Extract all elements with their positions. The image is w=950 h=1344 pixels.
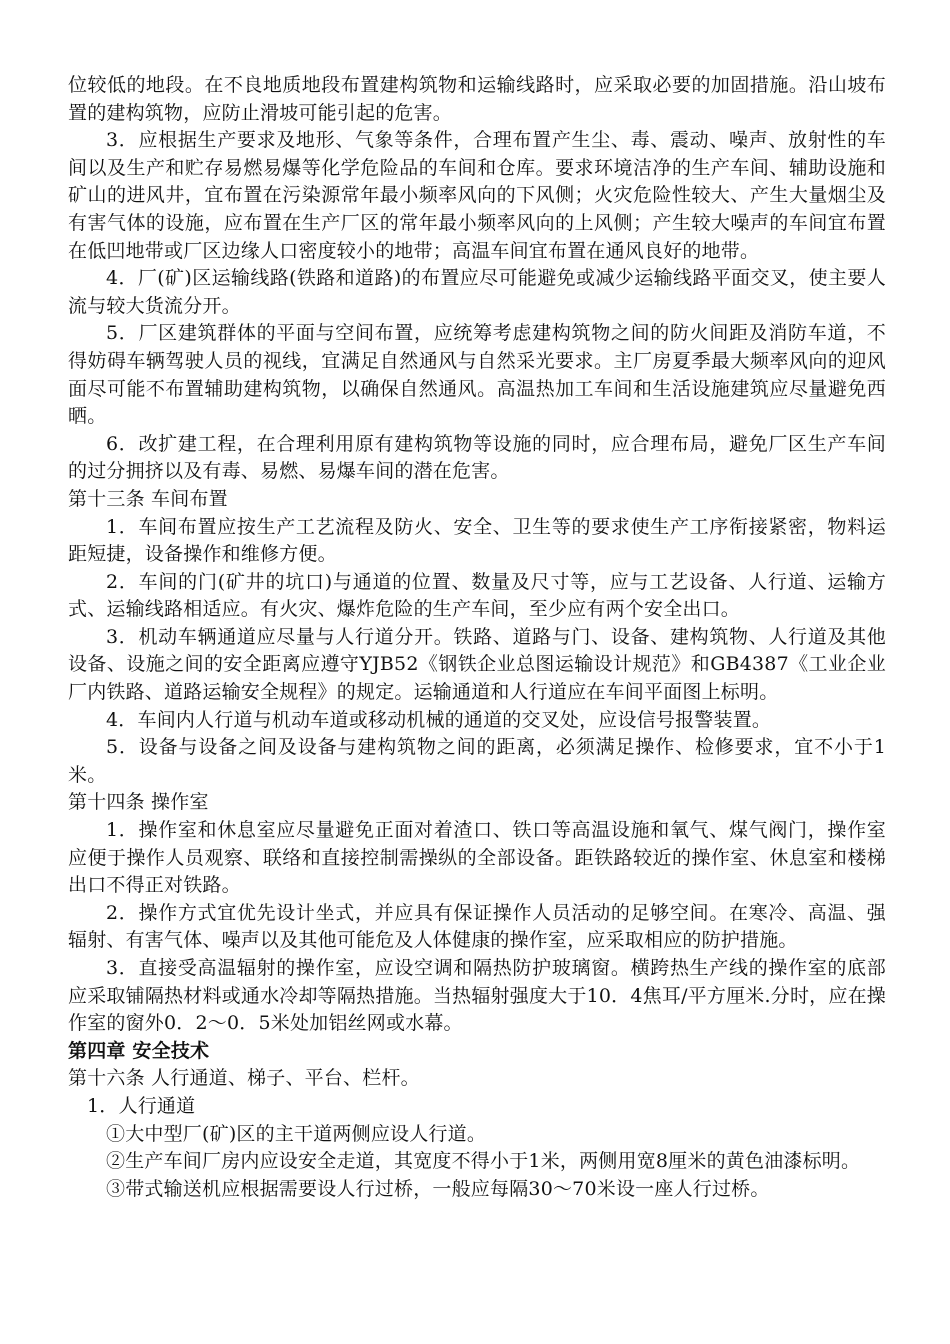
- paragraph-workshop-item-4: 4．车间内人行道与机动车道或移动机械的通道的交叉处，应设信号报警装置。: [106, 708, 772, 731]
- article-14-heading: 第十四条 操作室: [68, 791, 209, 814]
- paragraph-workshop-item-1: 1．车间布置应按生产工艺流程及防火、安全、卫生等的要求使生产工序衔接紧密，物料运距短捷，设备操作和维修方便。: [68, 515, 886, 566]
- paragraph-site-geology: 位较低的地段。在不良地质地段布置建构筑物和运输线路时，应采取必要的加固措施。沿山坡布置的建构筑物，应防止滑坡可能引起的危害。: [68, 74, 886, 124]
- paragraph-workshop-item-3: 3．机动车辆通道应尽量与人行道分开。铁路、道路与门、设备、建构筑物、人行道及其他设备、设施之间的安全距离应遵守YJB52《钢铁企业总图运输设计规范》和GB4387《工业企业厂内铁路、道路运输安全规程》的规定。运输通道和人行道应在车间平面图上标明。: [68, 625, 886, 704]
- paragraph-item-4-transport-lines: 4．厂(矿)区运输线路(铁路和道路)的布置应尽可能避免或减少运输线路平面交叉，使主要人流与较大货流分开。: [68, 267, 886, 317]
- paragraph-control-room-item-1: 1．操作室和休息室应尽量避免正面对着渣口、铁口等高温设施和氧气、煤气阀门，操作室应便于操作人员观察、联络和直接控制需操纵的全部设备。距铁路较近的操作室、休息室和楼梯出口不得正对铁路。: [68, 819, 886, 897]
- paragraph-walkway-item-2: ②生产车间厂房内应设安全走道，其宽度不得小于1米，两侧用宽8厘米的黄色油漆标明。: [106, 1150, 861, 1173]
- paragraph-control-room-item-2: 2．操作方式宜优先设计坐式，并应具有保证操作人员活动的足够空间。在寒冷、高温、强辐射、有害气体、噪声以及其他可能危及人体健康的操作室，应采取相应的防护措施。: [68, 901, 886, 952]
- chapter-4-heading: 第四章 安全技术: [68, 1039, 210, 1062]
- paragraph-item-3-pollution-layout: 3．应根据生产要求及地形、气象等条件，合理布置产生尘、毒、震动、噪声、放射性的车间以及生产和贮存易燃易爆等化学危险品的车间和仓库。要求环境洁净的生产车间、辅助设施和矿山的进风井，宜布置在污染源常年最小频率风向的下风侧；火灾危险性较大、产生大量烟尘及有害气体的设施，应布置在生产厂区的常年最小频率风向的上风侧；产生较大噪声的车间宜布置在低凹地带或厂区边缘人口密度较小的地带；高温车间宜布置在通风良好的地带。: [68, 129, 886, 262]
- paragraph-control-room-item-3: 3．直接受高温辐射的操作室，应设空调和隔热防护玻璃窗。横跨热生产线的操作室的底部应采取铺隔热材料或通水冷却等隔热措施。当热辐射强度大于10．4焦耳/平方厘米.分时，应在操作室的窗外0．2～0．5米处加铝丝网或水幕。: [68, 957, 886, 1035]
- article-16-heading: 第十六条 人行通道、梯子、平台、栏杆。: [68, 1067, 420, 1090]
- paragraph-walkway-subheading: 1．人行通道: [87, 1094, 196, 1117]
- paragraph-item-6-renovation: 6．改扩建工程，在合理利用原有建构筑物等设施的同时，应合理布局，避免厂区生产车间的过分拥挤以及有毒、易燃、易爆车间的潜在危害。: [68, 432, 886, 483]
- paragraph-item-5-building-layout: 5．厂区建筑群体的平面与空间布置，应统筹考虑建构筑物之间的防火间距及消防车道，不得妨碍车辆驾驶人员的视线，宜满足自然通风与自然采光要求。主厂房夏季最大频率风向的迎风面尽可能不布置辅助建构筑物，以确保自然通风。高温热加工车间和生活设施建筑应尽量避免西晒。: [68, 322, 886, 428]
- paragraph-workshop-item-2: 2．车间的门(矿井的坑口)与通道的位置、数量及尺寸等，应与工艺设备、人行道、运输方式、运输线路相适应。有火灾、爆炸危险的生产车间，至少应有两个安全出口。: [68, 570, 886, 621]
- article-13-heading: 第十三条 车间布置: [68, 487, 228, 510]
- paragraph-walkway-item-3: ③带式输送机应根据需要设人行过桥，一般应每隔30～70米设一座人行过桥。: [106, 1177, 770, 1200]
- document-page: [68, 72, 886, 1203]
- paragraph-workshop-item-5: 5．设备与设备之间及设备与建构筑物之间的距离，必须满足操作、检修要求，宜不小于1米。: [68, 736, 886, 786]
- paragraph-walkway-item-1: ①大中型厂(矿)区的主干道两侧应设人行道。: [106, 1122, 487, 1145]
